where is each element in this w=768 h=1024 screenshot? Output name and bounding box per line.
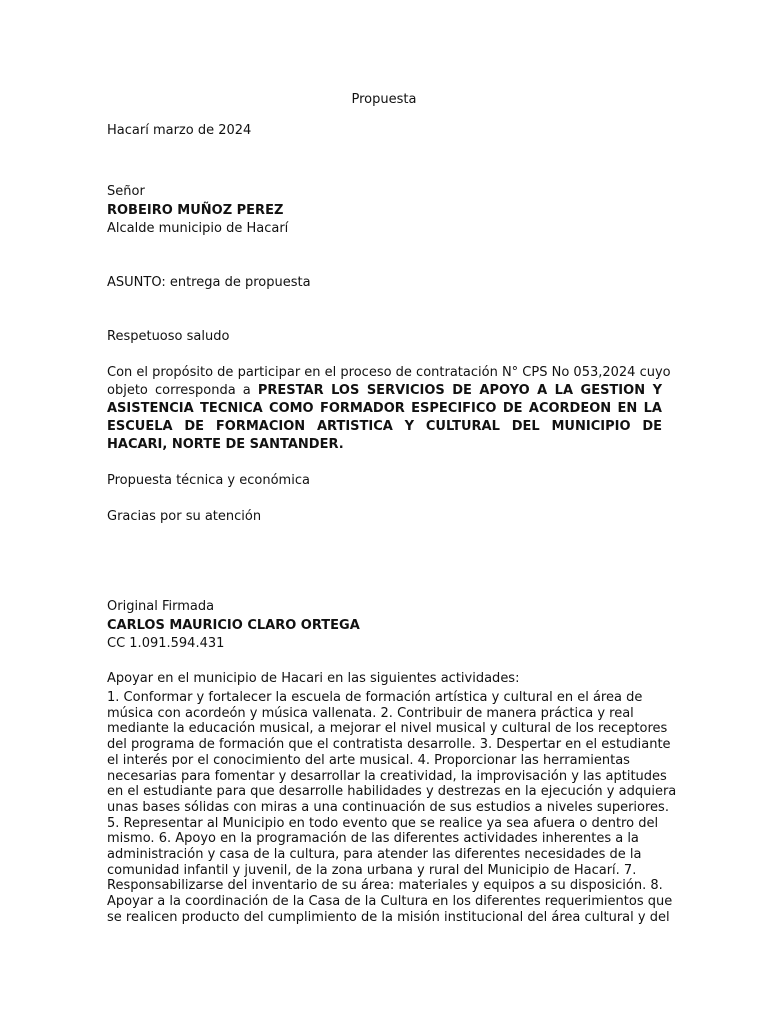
intro-line-4: ESCUELA DE FORMACION ARTISTICA Y CULTURAL DEL MUNICIPIO DE (107, 419, 662, 434)
greeting: Respetuoso saludo (107, 329, 230, 344)
intro-line-2 (107, 382, 662, 400)
recipient-role: Alcalde municipio de Hacarí (107, 221, 289, 236)
intro-line-1: Con el propósito de participar en el proceso de contratación N° CPS No 053,2024 cuyo (107, 365, 671, 380)
proposal-type: Propuesta técnica y económica (107, 473, 310, 488)
activities-line: Responsabilizarse del inventario de su área: materiales y equipos a su disposición. 8. (107, 878, 663, 894)
activities-line: 1. Conformar y fortalecer la escuela de formación artística y cultural en el área de (107, 690, 643, 705)
activities-line: necesarias para fomentar y desarrollar la creatividad, la improvisación y las aptitudes (107, 768, 667, 784)
activities-paragraph (107, 690, 677, 926)
activities-line: Apoyar a la coordinación de la Casa de la Cultura en los diferentes requerimientos que (107, 894, 673, 910)
signer-name: CARLOS MAURICIO CLARO ORTEGA (107, 618, 360, 633)
intro-line-5: HACARI, NORTE DE SANTANDER. (107, 437, 344, 452)
document-title: Propuesta (351, 92, 417, 107)
place-date: Hacarí marzo de 2024 (107, 123, 252, 138)
subject-line: ASUNTO: entrega de propuesta (107, 275, 311, 290)
recipient-name: ROBEIRO MUÑOZ PEREZ (107, 203, 284, 218)
activities-line: el interés por el conocimiento del arte musical. 4. Proporcionar las herramientas (107, 752, 630, 768)
salutation: Señor (107, 184, 145, 199)
activities-heading: Apoyar en el municipio de Hacari en las siguientes actividades: (107, 671, 520, 686)
intro-object-bold: PRESTAR LOS SERVICIOS DE APOYO A LA GESTION Y (257, 383, 662, 398)
activities-line: comunidad infantil y juvenil, de la zona urbana y rural del Municipio de Hacarí. 7. (107, 862, 637, 878)
thanks-line: Gracias por su atención (107, 509, 262, 524)
signer-id: CC 1.091.594.431 (107, 636, 225, 651)
activities-line: en el estudiante para que desarrolle habilidades y destrezas en la ejecución y adquiera (107, 784, 677, 800)
activities-line: del programa de formación que el contratista desarrolle. 3. Despertar en el estudiante (107, 737, 671, 753)
activities-line: 5. Representar al Municipio en todo evento que se realice ya sea afuera o dentro del (107, 815, 659, 831)
activities-line: se realicen producto del cumplimiento de la misión institucional del área cultural y del (107, 909, 670, 925)
intro-object-text: objeto corresponda a (107, 383, 251, 398)
activities-line: administración y casa de la cultura, para atender las diferentes necesidades de la (107, 847, 642, 863)
activities-line: música con acordeón y música vallenata. 2. Contribuir de manera práctica y real (107, 705, 634, 721)
activities-line: mismo. 6. Apoyo en la programación de las diferentes actividades inherentes a la (107, 831, 639, 847)
signature-note: Original Firmada (107, 599, 215, 614)
intro-line-3: ASISTENCIA TECNICA COMO FORMADOR ESPECIFICO DE ACORDEON EN LA (107, 401, 662, 416)
activities-line: unas bases sólidas con miras a una continuación de sus estudios a niveles superiores. (107, 799, 669, 815)
activities-line: mediante la educación musical, a mejorar el nivel musical y cultural de los receptores (107, 721, 668, 737)
